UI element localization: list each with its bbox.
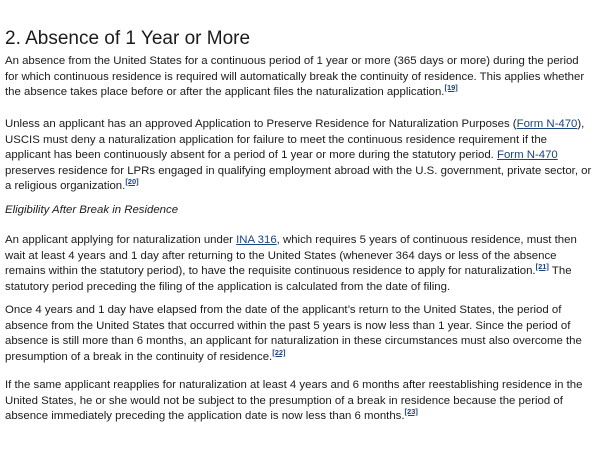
footnote-19: [444, 83, 457, 92]
paragraph-text: ), USCIS must deny a naturalization application for failure to meet the continuous residence requirement if the applicant has been continuously absent for a period of 1 year or more during the statutory period.: [5, 118, 585, 161]
footnote-19-link[interactable]: [19]: [444, 83, 458, 93]
footnote-21: [536, 262, 549, 271]
footnote-22-link[interactable]: [22]: [272, 347, 286, 357]
paragraph-text: Once 4 years and 1 day have elapsed from the date of the applicant’s return to the United States, the period of absence from the United States that occurred within the past 5 years is now less than 1 year. Since the period of absence is still more than 6 months, an applicant for naturalization in these circumstances must also overcome the presumption of a break in the continuity of residence.: [5, 304, 582, 363]
footnote-20-link[interactable]: [20]: [125, 177, 139, 187]
paragraph-text: The statutory period preceding the filing of the application is calculated from the date of filing.: [5, 265, 572, 293]
paragraph-text: An absence from the United States for a continuous period of 1 year or more (365 days or more) during the period for which continuous residence is required will automatically break the continuity of residence. This applies whether the absence takes place before or after the applicant files the naturalization application.: [5, 55, 585, 98]
paragraph-text: preserves residence for LPRs engaged in qualifying employment abroad with the U.S. government, private sector, or a religious organization.: [5, 164, 592, 192]
paragraph-text: , which requires 5 years of continuous residence, must then wait at least 4 years and 1 day after returning to the United States (whenever 364 days or less of the absence remains within the statutory period), to have the requisite continuous residence to apply for naturalization.: [5, 234, 577, 277]
paragraph-absence-break: [5, 54, 593, 101]
paragraph-reapply: [5, 378, 593, 425]
paragraph-four-years: [5, 303, 593, 365]
paragraph-text: Unless an applicant has an approved Application to Preserve Residence for Naturalization Purposes (: [5, 118, 517, 130]
ina-316-link[interactable]: INA 316: [236, 234, 277, 246]
footnote-20: [125, 177, 138, 186]
form-n470-link-2[interactable]: Form N-470: [497, 149, 558, 161]
section-heading: 2. Absence of 1 Year or More: [5, 28, 251, 49]
footnote-23: [405, 407, 418, 416]
paragraph-form-n470: [5, 117, 593, 195]
form-n470-link-1[interactable]: Form N-470: [516, 118, 578, 130]
subheading-eligibility: Eligibility After Break in Residence: [5, 204, 179, 216]
footnote-21-link[interactable]: [21]: [535, 262, 549, 272]
paragraph-text: If the same applicant reapplies for naturalization at least 4 years and 6 months after reestablishing residence in the United States, he or she would not be subject to the presumption of a break in residence because the period of absence immediately preceding the application date is now less than 6 months.: [5, 379, 583, 422]
footnote-22: [272, 348, 285, 357]
paragraph-text: An applicant applying for naturalization under: [5, 234, 237, 246]
footnote-23-link[interactable]: [23]: [404, 407, 418, 417]
paragraph-ina-316: [5, 233, 593, 295]
